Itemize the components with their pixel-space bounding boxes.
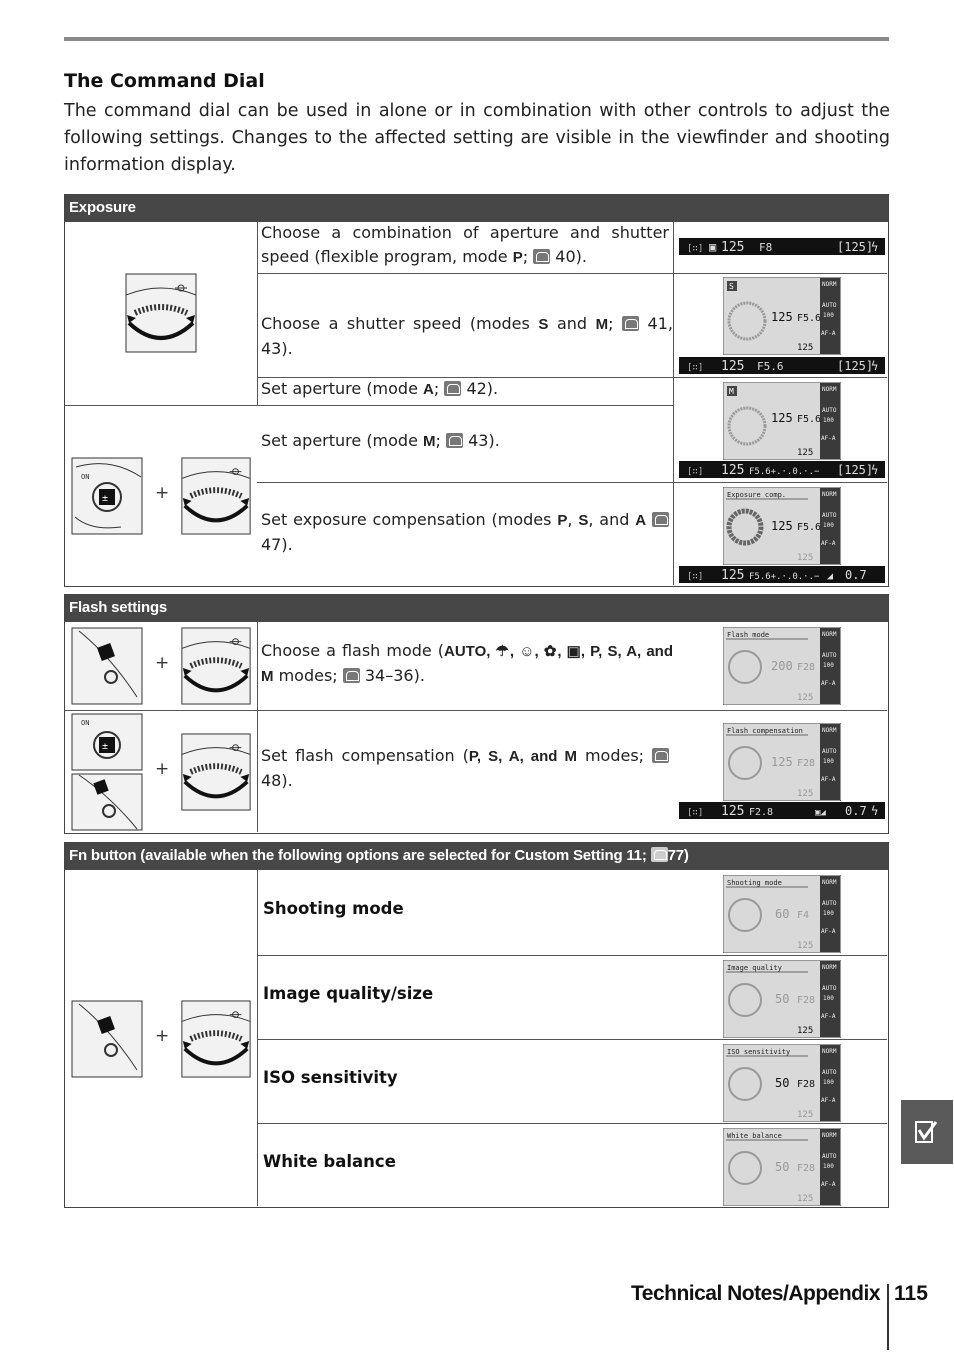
svg-text:ϟ: ϟ <box>871 804 879 818</box>
exposure-row-2-text: Choose a shutter speed (modes S and M; 41, 43). <box>261 314 673 358</box>
fn-option-white-balance: White balance <box>263 1152 396 1171</box>
svg-text:NORM: NORM <box>822 281 837 288</box>
lcd-display-aperture <box>723 382 841 460</box>
svg-text:0.7: 0.7 <box>845 568 867 582</box>
fn-button-table <box>64 842 889 1208</box>
svg-text:125: 125 <box>721 568 745 583</box>
svg-text:AUTO: AUTO <box>822 1069 837 1076</box>
svg-text:AF-A: AF-A <box>821 330 836 337</box>
command-dial-illustration <box>180 627 252 705</box>
svg-text:125: 125 <box>771 519 793 533</box>
svg-text:125: 125 <box>771 755 793 769</box>
command-dial-illustration <box>180 457 252 535</box>
svg-text:▣: ▣ <box>709 240 717 254</box>
fn-option-shooting-mode: Shooting mode <box>263 899 404 918</box>
svg-text:NORM: NORM <box>822 879 837 886</box>
svg-text:NORM: NORM <box>822 1132 837 1139</box>
svg-text:125: 125 <box>797 789 814 799</box>
svg-text:F5.6: F5.6 <box>797 522 822 533</box>
exposure-row-5-text: Set exposure compensation (modes P, S, and A 47). <box>261 508 669 557</box>
exposure-comp-button-illustration <box>71 713 143 771</box>
svg-text:100: 100 <box>823 662 834 669</box>
svg-text:100: 100 <box>823 522 834 529</box>
svg-text:125: 125 <box>771 310 793 324</box>
svg-text:AUTO: AUTO <box>822 512 837 519</box>
lcd-display-flash-comp <box>723 723 841 801</box>
svg-text:M: M <box>729 387 734 396</box>
svg-text:125: 125 <box>721 804 745 819</box>
book-icon <box>446 433 463 448</box>
flash-header: Flash settings <box>65 595 888 622</box>
svg-text:200: 200 <box>771 659 793 673</box>
svg-text:Exposure comp.: Exposure comp. <box>727 491 787 499</box>
checkmark-icon <box>901 1100 953 1164</box>
vf-1-aperture: F8 <box>759 241 773 254</box>
svg-text:F28: F28 <box>797 995 816 1006</box>
svg-text:[125]: [125] <box>837 463 874 477</box>
svg-text:F5.6+.·.0.·.−: F5.6+.·.0.·.− <box>749 572 820 582</box>
section-heading: The Command Dial <box>64 70 265 92</box>
svg-text:125: 125 <box>721 359 745 374</box>
svg-text:F28: F28 <box>797 1163 816 1174</box>
flash-row-2-text: Set flash compensation (P, S, A, and M modes; 48). <box>261 744 669 793</box>
svg-text:NORM: NORM <box>822 964 837 971</box>
svg-text:125: 125 <box>797 553 814 563</box>
svg-text:ϟ: ϟ <box>871 463 879 477</box>
svg-text:[∷]: [∷] <box>687 363 704 373</box>
viewfinder-display-2 <box>679 357 885 374</box>
svg-text:AF-A: AF-A <box>821 1181 836 1188</box>
plus-sign: + <box>155 759 170 779</box>
svg-text:AF-A: AF-A <box>821 928 836 935</box>
svg-text:100: 100 <box>823 910 834 917</box>
svg-text:ON: ON <box>81 473 90 481</box>
svg-text:Flash mode: Flash mode <box>727 631 770 639</box>
svg-text:S: S <box>729 282 734 291</box>
svg-text:F28: F28 <box>797 758 816 769</box>
svg-text:50: 50 <box>775 1160 790 1174</box>
mode-p: P <box>512 249 523 266</box>
exposure-table <box>64 194 889 587</box>
svg-text:0.7: 0.7 <box>845 804 867 818</box>
flash-scene-mode-icons: AUTO, ☂, ☺, ✿, ▣ <box>444 643 581 660</box>
svg-text:[∷]: [∷] <box>687 244 704 254</box>
lcd-display-shutter <box>723 277 841 355</box>
fn-option-image-quality: Image quality/size <box>263 984 434 1003</box>
plus-sign: + <box>155 483 170 503</box>
svg-text:AUTO: AUTO <box>822 985 837 992</box>
svg-text:AF-A: AF-A <box>821 540 836 547</box>
lcd-display-exposure-comp <box>723 487 841 565</box>
svg-text:AF-A: AF-A <box>821 1097 836 1104</box>
svg-text:AF-A: AF-A <box>821 680 836 687</box>
svg-text:125: 125 <box>771 411 793 425</box>
svg-text:[∷]: [∷] <box>687 808 704 818</box>
svg-text:▣◢: ▣◢ <box>815 808 826 818</box>
svg-text:F2.8: F2.8 <box>749 807 774 818</box>
svg-text:50: 50 <box>775 1076 790 1090</box>
svg-text:100: 100 <box>823 758 834 765</box>
footer-section-title: Technical Notes/Appendix <box>631 1282 880 1305</box>
svg-text:NORM: NORM <box>822 491 837 498</box>
exposure-comp-button-illustration <box>71 457 143 535</box>
svg-text:AF-A: AF-A <box>821 776 836 783</box>
svg-text:F5.6+.·.0.·.−: F5.6+.·.0.·.− <box>749 467 820 477</box>
svg-text:125: 125 <box>721 463 745 478</box>
svg-text:AUTO: AUTO <box>822 652 837 659</box>
lcd-display-white-balance <box>723 1128 841 1206</box>
book-icon <box>444 381 461 396</box>
svg-text:F4: F4 <box>797 910 810 921</box>
svg-text:125: 125 <box>797 693 814 703</box>
svg-text:AF-A: AF-A <box>821 1013 836 1020</box>
vf-1-shutter: 125 <box>721 240 745 255</box>
svg-text:NORM: NORM <box>822 631 837 638</box>
svg-text:F5.6: F5.6 <box>757 360 784 373</box>
svg-text:ON: ON <box>81 719 90 727</box>
footer-divider <box>887 1284 889 1350</box>
viewfinder-display-3 <box>679 461 885 478</box>
book-icon <box>343 668 360 683</box>
command-dial-illustration <box>180 1000 252 1078</box>
svg-text:50: 50 <box>775 992 790 1006</box>
appendix-side-tab <box>901 1100 953 1164</box>
svg-text:100: 100 <box>823 995 834 1002</box>
lcd-display-shooting-mode <box>723 875 841 953</box>
svg-text:100: 100 <box>823 1079 834 1086</box>
book-icon <box>652 748 669 763</box>
exposure-header: Exposure <box>65 195 888 222</box>
svg-text:AF-A: AF-A <box>821 435 836 442</box>
svg-text:AUTO: AUTO <box>822 407 837 414</box>
svg-text:±: ± <box>102 493 109 504</box>
svg-text:125: 125 <box>797 448 814 458</box>
svg-text:ISO sensitivity: ISO sensitivity <box>727 1048 791 1056</box>
svg-text:NORM: NORM <box>822 727 837 734</box>
svg-text:AUTO: AUTO <box>822 900 837 907</box>
book-icon <box>533 249 550 264</box>
svg-text:ϟ: ϟ <box>871 240 879 254</box>
vf-1-count: [125] <box>837 240 874 254</box>
svg-text:F28: F28 <box>797 1079 816 1090</box>
svg-text:125: 125 <box>797 1110 814 1120</box>
book-icon <box>652 512 669 527</box>
svg-text:AUTO: AUTO <box>822 1153 837 1160</box>
exposure-row-4-text: Set aperture (mode M; 43). <box>261 431 500 450</box>
svg-text:±: ± <box>102 741 109 752</box>
page-number: 115 <box>894 1282 928 1305</box>
svg-text:NORM: NORM <box>822 1048 837 1055</box>
svg-text:◢: ◢ <box>827 571 834 582</box>
svg-text:White balance: White balance <box>727 1132 782 1140</box>
svg-text:125: 125 <box>797 941 814 951</box>
svg-text:Image quality: Image quality <box>727 964 782 972</box>
intro-paragraph: The command dial can be used in alone or in combination with other controls to adjust the following settings. Changes to the affected setting are visible in the viewfinder and shooting information display. <box>64 101 890 175</box>
exposure-row-3-text: Set aperture (mode A; 42). <box>261 379 499 398</box>
svg-text:[∷]: [∷] <box>687 467 704 477</box>
plus-sign: + <box>155 1026 170 1046</box>
svg-text:ϟ: ϟ <box>871 359 879 373</box>
flash-row-1-text: Choose a flash mode (AUTO, ☂, ☺, ✿, ▣, P, S, A, and M modes; 34–36). <box>261 641 673 685</box>
svg-text:AUTO: AUTO <box>822 748 837 755</box>
svg-text:125: 125 <box>797 1194 814 1204</box>
svg-text:F28: F28 <box>797 662 816 673</box>
svg-text:[125]: [125] <box>837 359 874 373</box>
flash-button-illustration <box>71 627 143 705</box>
book-icon <box>622 316 639 331</box>
svg-text:F5.6: F5.6 <box>797 414 822 425</box>
flash-table <box>64 594 889 834</box>
fn-button-illustration <box>71 1000 143 1078</box>
svg-text:125: 125 <box>797 1026 814 1036</box>
svg-text:100: 100 <box>823 1163 834 1170</box>
viewfinder-display-1 <box>679 238 885 255</box>
lcd-display-image-quality <box>723 960 841 1038</box>
svg-text:F5.6: F5.6 <box>797 313 822 324</box>
lcd-display-iso <box>723 1044 841 1122</box>
fn-option-iso: ISO sensitivity <box>263 1068 398 1087</box>
svg-text:AUTO: AUTO <box>822 302 837 309</box>
svg-text:NORM: NORM <box>822 386 837 393</box>
svg-text:[∷]: [∷] <box>687 572 704 582</box>
svg-text:Flash compensation: Flash compensation <box>727 727 803 735</box>
lcd-display-flash-mode <box>723 627 841 705</box>
fn-header: Fn button (available when the following options are selected for Custom Setting 11; 77) <box>65 843 888 870</box>
viewfinder-display-flash <box>679 802 885 819</box>
book-icon <box>651 847 668 862</box>
command-dial-illustration <box>125 273 197 353</box>
top-rule <box>64 37 889 41</box>
svg-text:100: 100 <box>823 417 834 424</box>
viewfinder-display-4 <box>679 566 885 583</box>
exposure-row-1-text: Choose a combination of aperture and shutter speed (flexible program, mode P; 40). <box>261 223 669 266</box>
svg-text:100: 100 <box>823 312 834 319</box>
svg-text:125: 125 <box>797 343 814 353</box>
svg-text:60: 60 <box>775 907 790 921</box>
svg-text:Shooting mode: Shooting mode <box>727 879 782 887</box>
flash-button-illustration <box>71 773 143 831</box>
plus-sign: + <box>155 653 170 673</box>
command-dial-illustration <box>180 733 252 811</box>
